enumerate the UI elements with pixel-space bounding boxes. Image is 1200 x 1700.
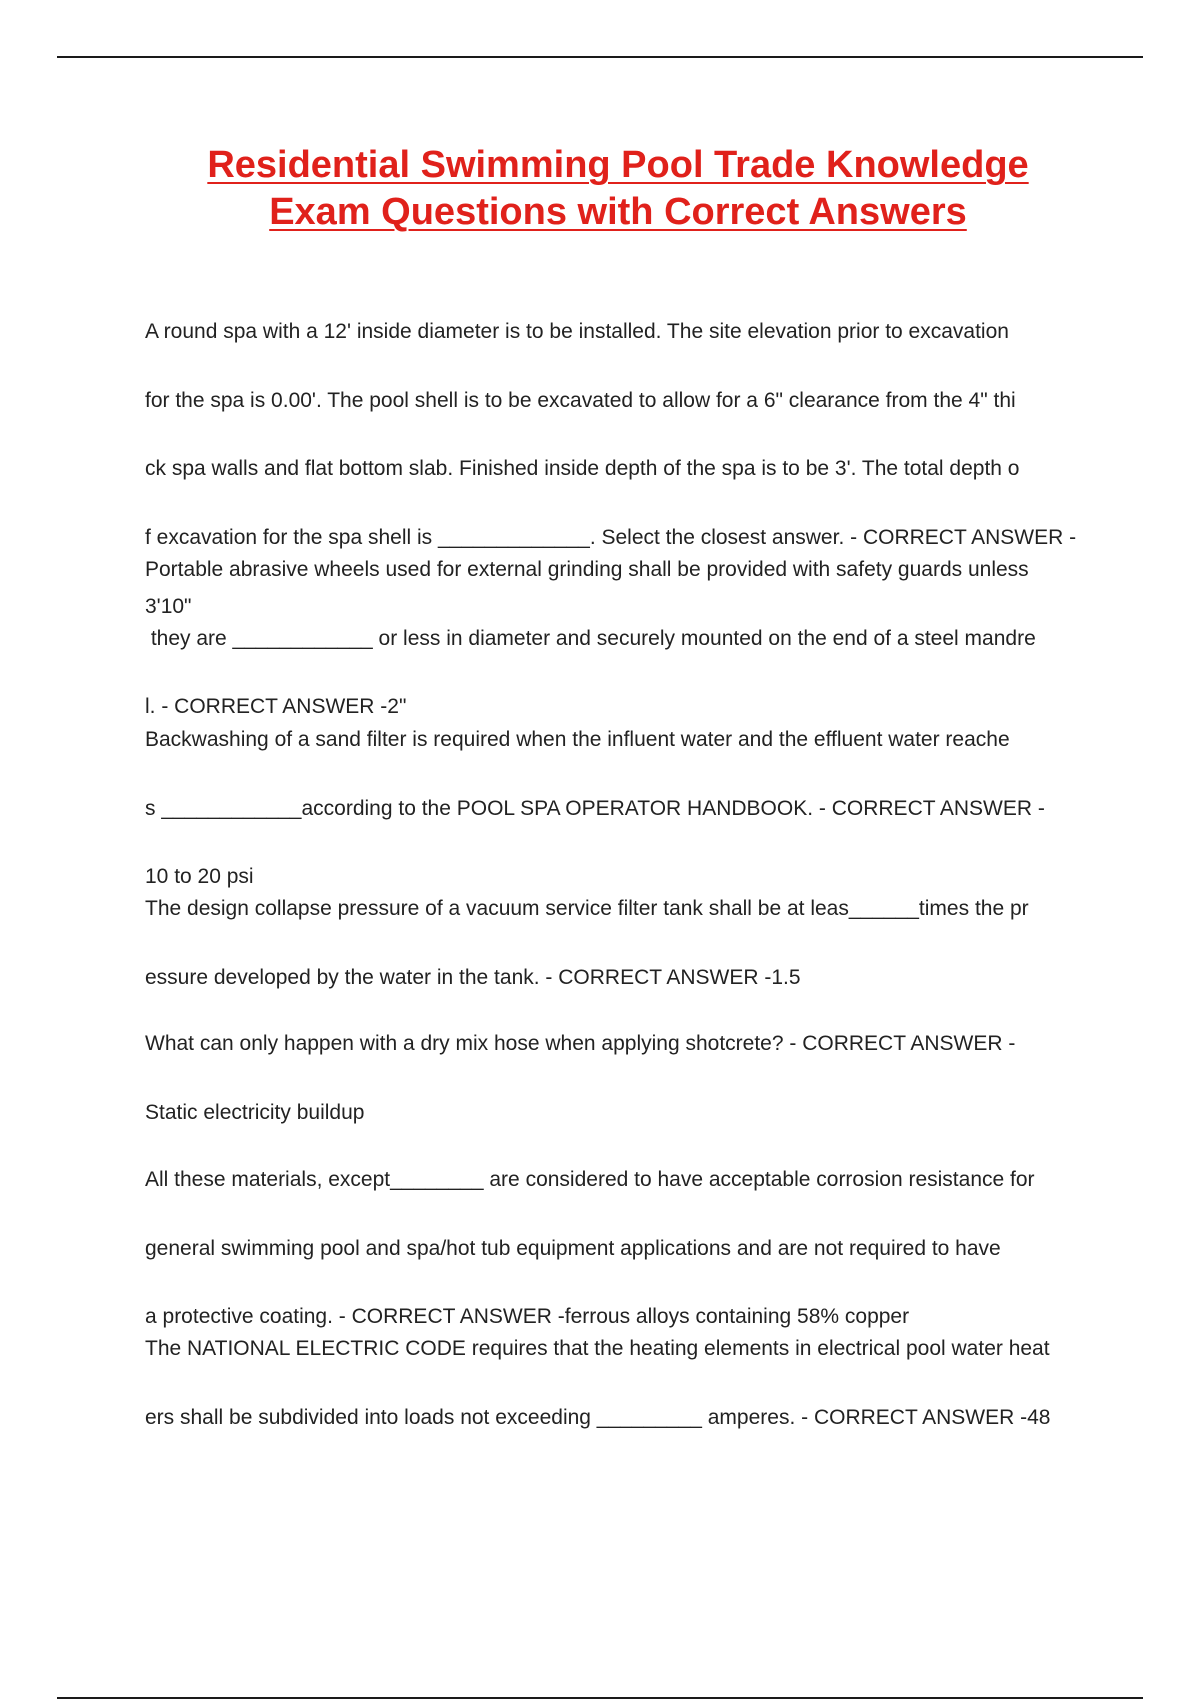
text-line: All these materials, except________ are considered to have acceptable corrosion resistance for — [145, 1168, 1035, 1192]
text-line: The NATIONAL ELECTRIC CODE requires that the heating elements in electrical pool water heat — [145, 1337, 1050, 1361]
question-answer-7 — [145, 1298, 1087, 1469]
text-line: ck spa walls and flat bottom slab. Finished inside depth of the spa is to be 3'. The total depth o — [145, 457, 1020, 481]
text-line: f excavation for the spa shell is _____________. Select the closest answer. - CORRECT ANSWER - — [145, 526, 1077, 550]
text-line: 3'10" — [145, 594, 192, 618]
text-line: What can only happen with a dry mix hose when applying shotcrete? - CORRECT ANSWER - — [145, 1032, 1016, 1056]
text-line: a protective coating. - CORRECT ANSWER -ferrous alloys containing 58% copper — [145, 1305, 910, 1329]
title-line-2: Exam Questions with Correct Answers — [269, 191, 967, 233]
text-line: for the spa is 0.00'. The pool shell is to be excavated to allow for a 6" clearance from the 4" thi — [145, 388, 1016, 412]
text-line: s ____________according to the POOL SPA OPERATOR HANDBOOK. - CORRECT ANSWER - — [145, 796, 1045, 820]
text-line: Backwashing of a sand filter is required when the influent water and the effluent water reache — [145, 728, 1010, 752]
text-line: general swimming pool and spa/hot tub equipment applications and are not required to have — [145, 1236, 1001, 1260]
text-line: 10 to 20 psi — [145, 865, 254, 889]
bottom-rule — [57, 1697, 1143, 1699]
document-title — [100, 142, 1136, 236]
text-line: ers shall be subdivided into loads not exceeding _________ amperes. - CORRECT ANSWER -48 — [145, 1405, 1051, 1429]
text-line: l. - CORRECT ANSWER -2" — [145, 695, 407, 719]
text-line: Portable abrasive wheels used for external grinding shall be provided with safety guards unless — [145, 558, 1029, 582]
text-line: essure developed by the water in the tank. - CORRECT ANSWER -1.5 — [145, 965, 801, 989]
text-line: The design collapse pressure of a vacuum service filter tank shall be at leas______times the pr — [145, 897, 1029, 921]
title-line-1: Residential Swimming Pool Trade Knowledge — [207, 144, 1029, 186]
text-line: A round spa with a 12' inside diameter is to be installed. The site elevation prior to excavation — [145, 320, 1009, 344]
text-line: they are ____________ or less in diameter and securely mounted on the end of a steel mandre — [145, 626, 1036, 650]
text-line: Static electricity buildup — [145, 1100, 365, 1124]
top-rule — [57, 56, 1143, 58]
